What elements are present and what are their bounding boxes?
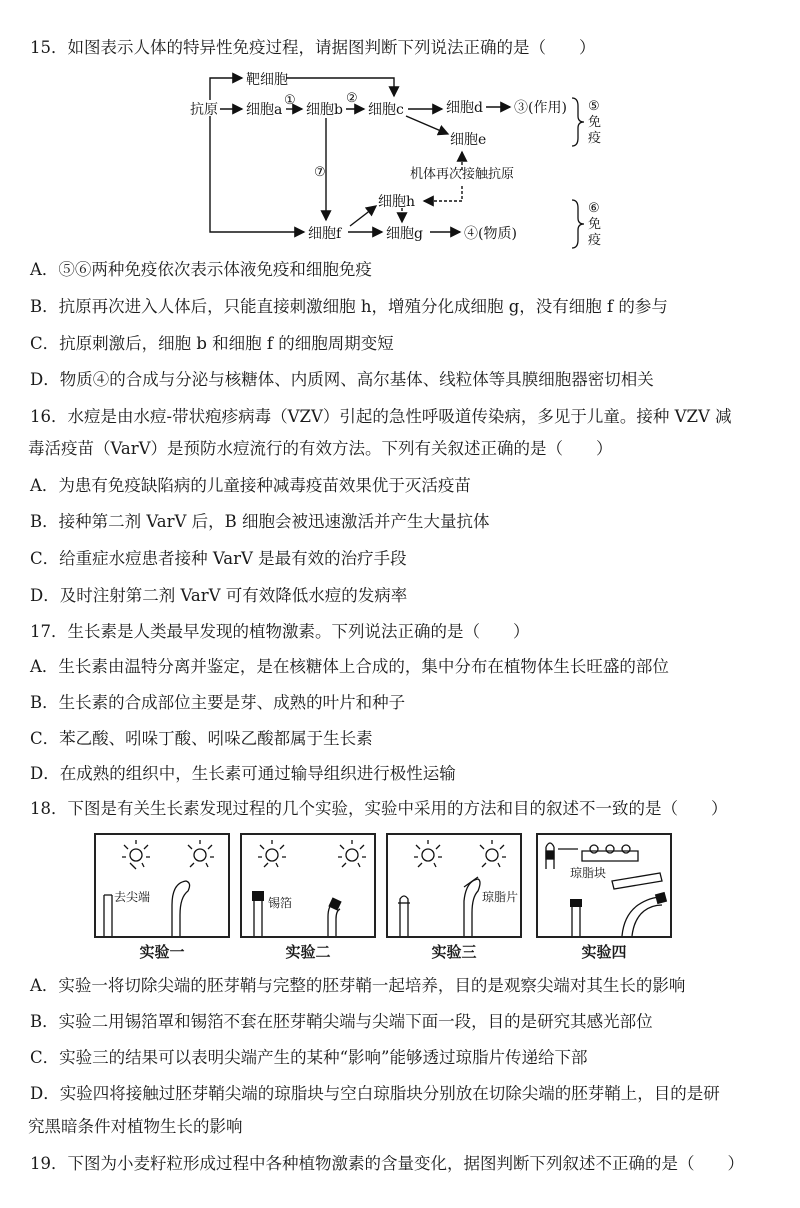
q17-option-d: D．在成熟的组织中，生长素可通过输导组织进行极性运输 — [30, 764, 456, 783]
q16-stem-line1: 16．水痘是由水痘-带状疱疹病毒（VZV）引起的急性呼吸道传染病，多见于儿童。接种 VZV 减 — [30, 407, 732, 426]
label-agar-sheet: 琼脂片 — [482, 890, 519, 904]
brace-6 — [572, 200, 584, 248]
immunity-5-a: 免 — [588, 115, 602, 130]
q15-option-d: D．物质④的合成与分泌与核糖体、内质网、高尔基体、线粒体等具膜细胞器密切相关 — [30, 370, 654, 389]
node-cell-f: 细胞f — [308, 226, 342, 242]
label-agar-block: 琼脂块 — [570, 866, 607, 880]
caption-experiment-1: 实验一 — [139, 943, 185, 961]
immunity-5-num: ⑤ — [588, 99, 600, 114]
q19-stem: 19．下图为小麦籽粒形成过程中各种植物激素的含量变化，据图判断下列叙述不正确的是（ ） — [30, 1154, 744, 1173]
marker-7: ⑦ — [314, 165, 326, 180]
q18-option-d: D．实验四将接触过胚芽鞘尖端的琼脂块与空白琼脂块分别放在切除尖端的胚芽鞘上，目的是研 — [30, 1084, 720, 1103]
experiment-2-panel — [240, 833, 376, 938]
q17-stem: 17．生长素是人类最早发现的植物激素。下列说法正确的是（ ） — [30, 622, 530, 641]
q17-option-c: C．苯乙酸、吲哚丁酸、吲哚乙酸都属于生长素 — [30, 729, 373, 748]
label-remove-tip: 去尖端 — [114, 890, 151, 904]
q16-option-a: A．为患有免疫缺陷病的儿童接种减毒疫苗效果优于灭活疫苗 — [30, 476, 471, 495]
caption-experiment-2: 实验二 — [285, 943, 331, 961]
node-action-3: ③(作用) — [514, 100, 567, 116]
node-cell-e: 细胞e — [450, 132, 487, 148]
marker-1: ① — [284, 93, 296, 108]
node-target-cell: 靶细胞 — [246, 72, 288, 88]
node-cell-c: 细胞c — [368, 102, 404, 118]
q18-option-a: A．实验一将切除尖端的胚芽鞘与完整的胚芽鞘一起培养，目的是观察尖端对其生长的影响 — [30, 976, 686, 995]
q16-stem-line2: 毒活疫苗（VarV）是预防水痘流行的有效方法。下列有关叙述正确的是（ ） — [28, 439, 613, 458]
q15-stem: 15．如图表示人体的特异性免疫过程，请据图判断下列说法正确的是（ ） — [30, 38, 596, 57]
node-cell-a: 细胞a — [246, 102, 283, 118]
q18-stem: 18．下图是有关生长素发现过程的几个实验，实验中采用的方法和目的叙述不一致的是（ ） — [30, 799, 728, 818]
node-cell-g: 细胞g — [386, 226, 423, 242]
q18-option-b: B．实验二用锡箔罩和锡箔不套在胚芽鞘尖端与尖端下面一段，目的是研究其感光部位 — [30, 1012, 653, 1031]
node-cell-d: 细胞d — [446, 100, 483, 116]
q17-option-b: B．生长素的合成部位主要是芽、成熟的叶片和种子 — [30, 693, 406, 712]
q16-option-d: D．及时注射第二剂 VarV 可有效降低水痘的发病率 — [30, 586, 408, 605]
immunity-6-a: 免 — [588, 217, 602, 232]
immunity-5-b: 疫 — [588, 131, 602, 146]
q15-option-b: B．抗原再次进入人体后，只能直接刺激细胞 h，增殖分化成细胞 g，没有细胞 f 的参与 — [30, 297, 668, 316]
q17-option-a: A．生长素由温特分离并鉴定，是在核糖体上合成的，集中分布在植物体生长旺盛的部位 — [30, 657, 669, 676]
caption-experiment-3: 实验三 — [431, 943, 477, 961]
q15-option-a: A．⑤⑥两种免疫依次表示体液免疫和细胞免疫 — [30, 260, 372, 279]
immunity-6-b: 疫 — [588, 233, 602, 248]
experiment-4-panel — [536, 833, 672, 938]
brace-5 — [572, 98, 584, 146]
experiment-1-panel — [94, 833, 230, 938]
q16-option-c: C．给重症水痘患者接种 VarV 是最有效的治疗手段 — [30, 549, 407, 568]
q18-option-c: C．实验三的结果可以表明尖端产生的某种“影响”能够透过琼脂片传递给下部 — [30, 1048, 588, 1067]
label-tin-foil: 锡箔 — [268, 896, 293, 910]
immunity-6-num: ⑥ — [588, 201, 600, 216]
q16-option-b: B．接种第二剂 VarV 后，B 细胞会被迅速激活并产生大量抗体 — [30, 512, 490, 531]
immune-process-diagram — [180, 66, 610, 252]
marker-2: ② — [346, 91, 358, 106]
node-antigen: 抗原 — [190, 102, 218, 118]
q15-option-c: C．抗原刺激后，细胞 b 和细胞 f 的细胞周期变短 — [30, 334, 394, 353]
experiment-3-panel — [386, 833, 522, 938]
node-substance-4: ④(物质) — [464, 226, 517, 242]
q18-option-d-cont: 究黑暗条件对植物生长的影响 — [28, 1117, 243, 1136]
node-cell-b: 细胞b — [306, 102, 343, 118]
caption-experiment-4: 实验四 — [581, 943, 627, 961]
label-recontact: 机体再次接触抗原 — [410, 167, 515, 182]
node-cell-h: 细胞h — [378, 194, 416, 210]
